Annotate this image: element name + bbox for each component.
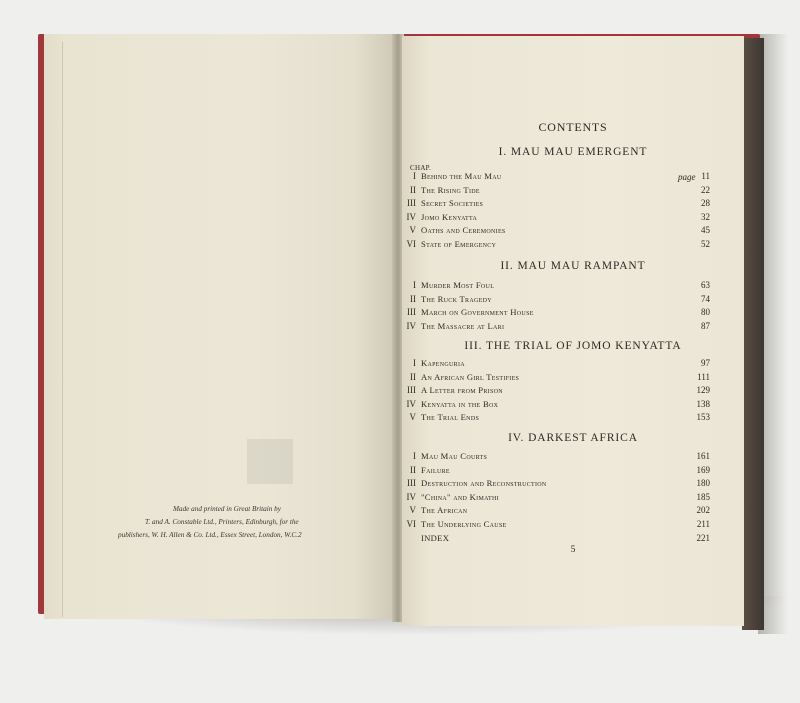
chapter-number: IV	[406, 211, 416, 222]
page-number: 74	[701, 293, 710, 304]
page-number: 211	[696, 519, 710, 529]
page-number: 32	[701, 211, 710, 222]
chapter-number: III	[407, 307, 416, 318]
chap-column-label: CHAP.	[410, 164, 432, 172]
chapter-title: "China" and Kimathi	[421, 491, 499, 502]
chapter-number: I	[413, 451, 416, 461]
toc-entry	[402, 372, 744, 385]
imprint-line: T. and A. Constable Ltd., Printers, Edinburgh, for the	[145, 518, 299, 526]
chapter-number: II	[410, 184, 416, 195]
chapter-number: V	[409, 412, 416, 423]
contents-heading: CONTENTS	[538, 120, 608, 134]
toc-entry	[402, 358, 744, 371]
chapter-number: I	[413, 280, 416, 290]
toc-entry	[402, 533, 744, 546]
chapter-number: III	[407, 198, 416, 209]
page-number: 202	[696, 505, 710, 516]
toc-entry	[402, 171, 744, 184]
page-folio: 5	[570, 545, 576, 555]
chapter-title: The Trial Ends	[421, 412, 480, 423]
imprint-line: Made and printed in Great Britain by	[173, 505, 281, 513]
toc-entry	[402, 385, 744, 398]
chapter-number: II	[410, 464, 416, 475]
page-number: 87	[701, 320, 710, 331]
ink-show-through	[247, 439, 293, 484]
chapter-title: Kenyatta in the Box	[421, 398, 499, 409]
toc-entry	[402, 465, 744, 478]
chapter-number: II	[410, 293, 416, 304]
page-number: 161	[696, 451, 710, 461]
toc-entry	[402, 307, 744, 320]
page-number: 11	[701, 171, 710, 181]
chapter-title: Murder Most Foul	[421, 280, 495, 290]
chapter-title: Failure	[421, 464, 450, 475]
toc-entry	[402, 321, 744, 334]
chapter-number: III	[407, 385, 416, 396]
chapter-number: III	[407, 478, 416, 489]
chapter-title: Jomo Kenyatta	[421, 211, 478, 222]
toc-entry	[402, 185, 744, 198]
page-number: 169	[696, 464, 710, 475]
toc-entry	[402, 399, 744, 412]
page-number: 185	[696, 491, 710, 502]
chapter-title: March on Government House	[421, 307, 534, 318]
chapter-title: The Ruck Tragedy	[421, 293, 492, 304]
chapter-number: V	[409, 505, 416, 516]
chapter-title: Kapenguria	[421, 358, 465, 368]
chapter-number: VI	[406, 519, 416, 529]
toc-entry	[402, 505, 744, 518]
toc-entry	[402, 412, 744, 425]
book-page-block	[742, 38, 764, 630]
page-number: 180	[696, 478, 710, 489]
page-number: 153	[696, 412, 710, 423]
toc-entry	[402, 212, 744, 225]
toc-entry	[402, 225, 744, 238]
chapter-title: State of Emergency	[421, 239, 497, 249]
chapter-number: I	[413, 358, 416, 368]
chapter-number: VI	[406, 239, 416, 249]
page-number: 129	[696, 385, 710, 396]
printer-imprint	[118, 503, 368, 542]
table-of-contents	[402, 0, 744, 703]
page-number: 52	[701, 239, 710, 249]
chapter-number: IV	[406, 491, 416, 502]
chapter-title: Behind the Mau Mau	[421, 171, 502, 181]
toc-entry	[402, 492, 744, 505]
chapter-number: V	[409, 225, 416, 236]
chapter-title: The African	[421, 505, 468, 516]
toc-entry	[402, 451, 744, 464]
chapter-title: Secret Societies	[421, 198, 484, 209]
chapter-title: The Massacre at Lari	[421, 320, 505, 331]
toc-entry	[402, 519, 744, 532]
page-number: 221	[696, 532, 710, 543]
page-column-label: page	[678, 172, 696, 182]
page-number: 63	[701, 280, 710, 290]
page-number: 80	[701, 307, 710, 318]
part-title: III. THE TRIAL OF JOMO KENYATTA	[464, 340, 682, 352]
part-title: IV. DARKEST AFRICA	[508, 432, 638, 444]
page-number: 138	[696, 398, 710, 409]
chapter-title: A Letter from Prison	[421, 385, 503, 396]
page-number: 28	[701, 198, 710, 209]
chapter-number: IV	[406, 320, 416, 331]
toc-entry	[402, 294, 744, 307]
chapter-number: I	[413, 171, 416, 181]
chapter-title: An African Girl Testifies	[421, 371, 520, 382]
page-number: 45	[701, 225, 710, 236]
chapter-title: INDEX	[421, 532, 450, 543]
chapter-number: II	[410, 371, 416, 382]
chapter-number: IV	[406, 398, 416, 409]
toc-entry	[402, 198, 744, 211]
toc-entry	[402, 239, 744, 252]
chapter-title: Oaths and Ceremonies	[421, 225, 506, 236]
toc-entry	[402, 280, 744, 293]
page-number: 97	[701, 358, 710, 368]
chapter-title: The Rising Tide	[421, 184, 480, 195]
toc-entry	[402, 478, 744, 491]
imprint-line: publishers, W. H. Allen & Co. Ltd., Essex Street, London, W.C.2	[118, 531, 302, 539]
part-title: I. MAU MAU EMERGENT	[498, 146, 648, 158]
page-number: 111	[697, 371, 710, 382]
part-title: II. MAU MAU RAMPANT	[500, 260, 646, 272]
chapter-title: The Underlying Cause	[421, 519, 507, 529]
page-number: 22	[701, 184, 710, 195]
chapter-title: Mau Mau Courts	[421, 451, 488, 461]
chapter-title: Destruction and Reconstruction	[421, 478, 547, 489]
